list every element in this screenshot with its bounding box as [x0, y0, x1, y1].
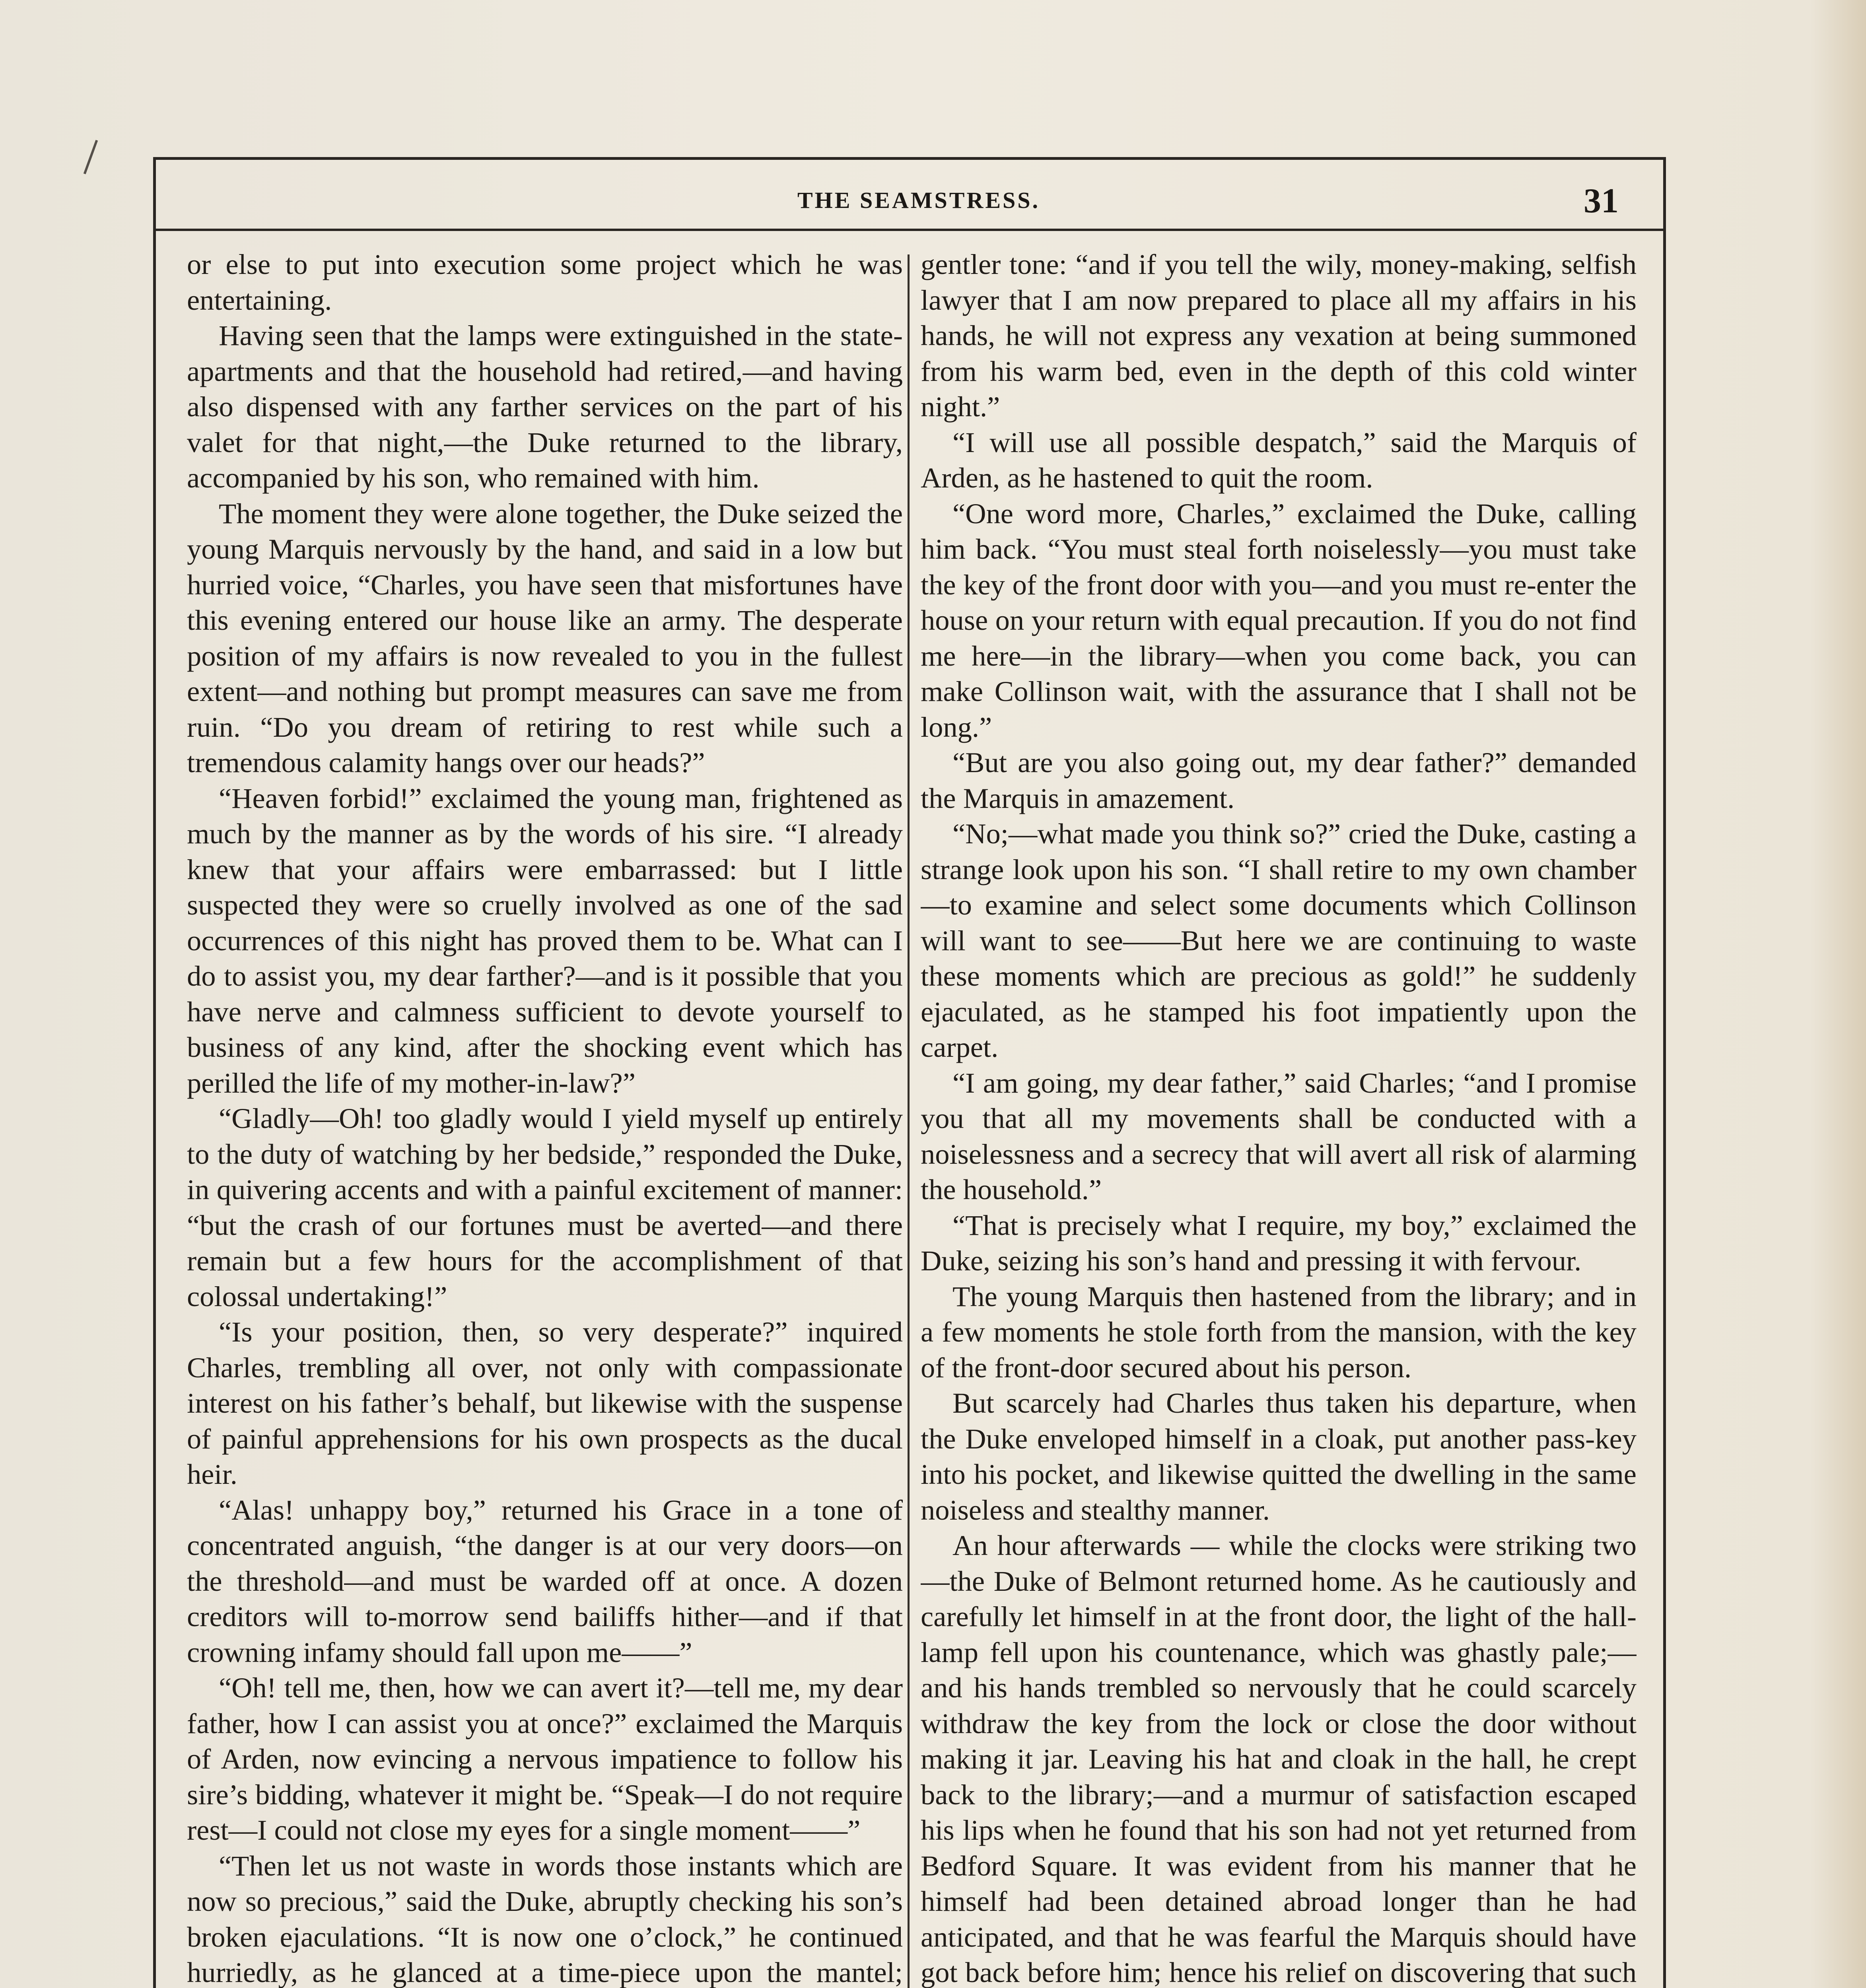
running-title: THE SEAMSTRESS. — [797, 187, 1040, 213]
paragraph: “Oh! tell me, then, how we can avert it?—tell me, my dear father, how I can assist you at once?” exclaimed the Marquis of Arden, now evincing a nervous impatience to follow his sire’s bidding, whatever it might be. “Speak—I do not require rest—I could not close my eyes for a single moment——” — [187, 1672, 903, 1846]
header-rule — [153, 229, 1666, 231]
paragraph: “That is precisely what I require, my boy,” exclaimed the Duke, seizing his son’s hand and pressing it with fervour. — [921, 1209, 1637, 1277]
paragraph: “Is your position, then, so very desperate?” inquired Charles, trembling all over, not only with compassionate interest on his father’s behalf, but likewise with the suspense of painful apprehensions for his own prospects as the ducal heir. — [187, 1316, 903, 1490]
paragraph: “But are you also going out, my dear father?” demanded the Marquis in amazement. — [921, 746, 1637, 814]
paragraph: “No;—what made you think so?” cried the Duke, casting a strange look upon his son. “I shall retire to my own chamber—to examine and select some documents which Collinson will want to see——But here we are continuing to waste these moments which are precious as gold!” he suddenly ejaculated, as he stamped his foot impatiently upon the carpet. — [921, 817, 1637, 1063]
paragraph: “I will use all possible despatch,” said the Marquis of Arden, as he hastened to quit the room. — [921, 426, 1637, 494]
left-column — [187, 247, 903, 1988]
column-divider — [908, 254, 910, 1988]
paragraph: An hour afterwards — while the clocks were striking two—the Duke of Belmont returned home. As he cautiously and carefully let himself in at the front door, the light of the hall-lamp fell upon his countenance, which was ghastly pale;—and his hands trembled so nervously that he could scarcely withdraw the key from the lock or close the door without making it jar. Leaving his hat and cloak in the hall, he crept back to the library;—and a murmur of satisfaction escaped his lips when he found that his son had not yet returned from Bedford Square. It was evident from his manner that he himself had been detained abroad longer than he had anticipated, and that he was fearful the Marquis should have got back before him; hence his relief on discovering that such — [921, 1529, 1637, 1988]
paragraph: “Heaven forbid!” exclaimed the young man, frightened as much by the manner as by the words of his sire. “I already knew that your affairs were embarrassed: but I little suspected they were so cruelly involved as one of the sad occurrences of this night has proved them to be. What can I do to assist you, my dear farther?—and is it possible that you have nerve and calmness sufficient to devote yourself to business of any kind, after the shocking event which has perilled the life of my mother-in-law?” — [187, 782, 903, 1099]
page-number: 31 — [1584, 182, 1619, 220]
paragraph: or else to put into execution some project which he was entertaining. — [187, 248, 903, 316]
paragraph: “Alas! unhappy boy,” returned his Grace in a tone of concentrated anguish, “the danger is at our very doors—on the threshold—and must be warded off at once. A dozen creditors will to-morrow send bailiffs hither—and if that crowning infamy should fall upon me——” — [187, 1493, 903, 1668]
paragraph: gentler tone: “and if you tell the wily, money-making, selfish lawyer that I am now prepared to place all my affairs in his hands, he will not express any vexation at being summoned from his warm bed, even in the depth of this cold winter night.” — [921, 248, 1637, 423]
paragraph: “One word more, Charles,” exclaimed the Duke, calling him back. “You must steal forth noiselessly—you must take the key of the front door with you—and you must re-enter the house on your return with equal precaution. If you do not find me here—in the library—when you come back, you can make Collinson wait, with the assurance that I shall not be long.” — [921, 497, 1637, 743]
paragraph: But scarcely had Charles thus taken his departure, when the Duke enveloped himself in a cloak, put another pass-key into his pocket, and likewise quitted the dwelling in the same noiseless and stealthy manner. — [921, 1387, 1637, 1526]
paragraph: The moment they were alone together, the Duke seized the young Marquis nervously by the hand, and said in a low but hurried voice, “Charles, you have seen that misfortunes have this evening entered our house like an army. The desperate position of my affairs is now revealed to you in the fullest extent—and nothing but prompt measures can save me from ruin. “Do you dream of retiring to rest while such a tremendous calamity hangs over our heads?” — [187, 497, 903, 779]
paragraph: Having seen that the lamps were extinguished in the state-apartments and that the household had retired,—and having also dispensed with any farther services on the part of his valet for that night,—the Duke returned to the library, accompanied by his son, who remained with him. — [187, 319, 903, 494]
paragraph: “Then let us not waste in words those instants which are now so precious,” said the Duke, abruptly checking his son’s broken ejaculations. “It is now one o’clock,” he continued hurriedly, as he glanced at a time-piece upon the mantel; — [187, 1849, 903, 1988]
paragraph: “I am going, my dear father,” said Charles; “and I promise you that all my movements shall be conducted with a noiselessness and a secrecy that will avert all risk of alarming the household.” — [921, 1066, 1637, 1206]
right-column — [921, 247, 1637, 1988]
paragraph: “Gladly—Oh! too gladly would I yield myself up entirely to the duty of watching by her bedside,” responded the Duke, in quivering accents and with a painful excitement of manner: “but the crash of our fortunes must be averted—and there remain but a few hours for the accomplishment of that colossal undertaking!” — [187, 1102, 903, 1312]
paragraph: The young Marquis then hastened from the library; and in a few moments he stole forth from the mansion, with the key of the front-door secured about his person. — [921, 1280, 1637, 1384]
